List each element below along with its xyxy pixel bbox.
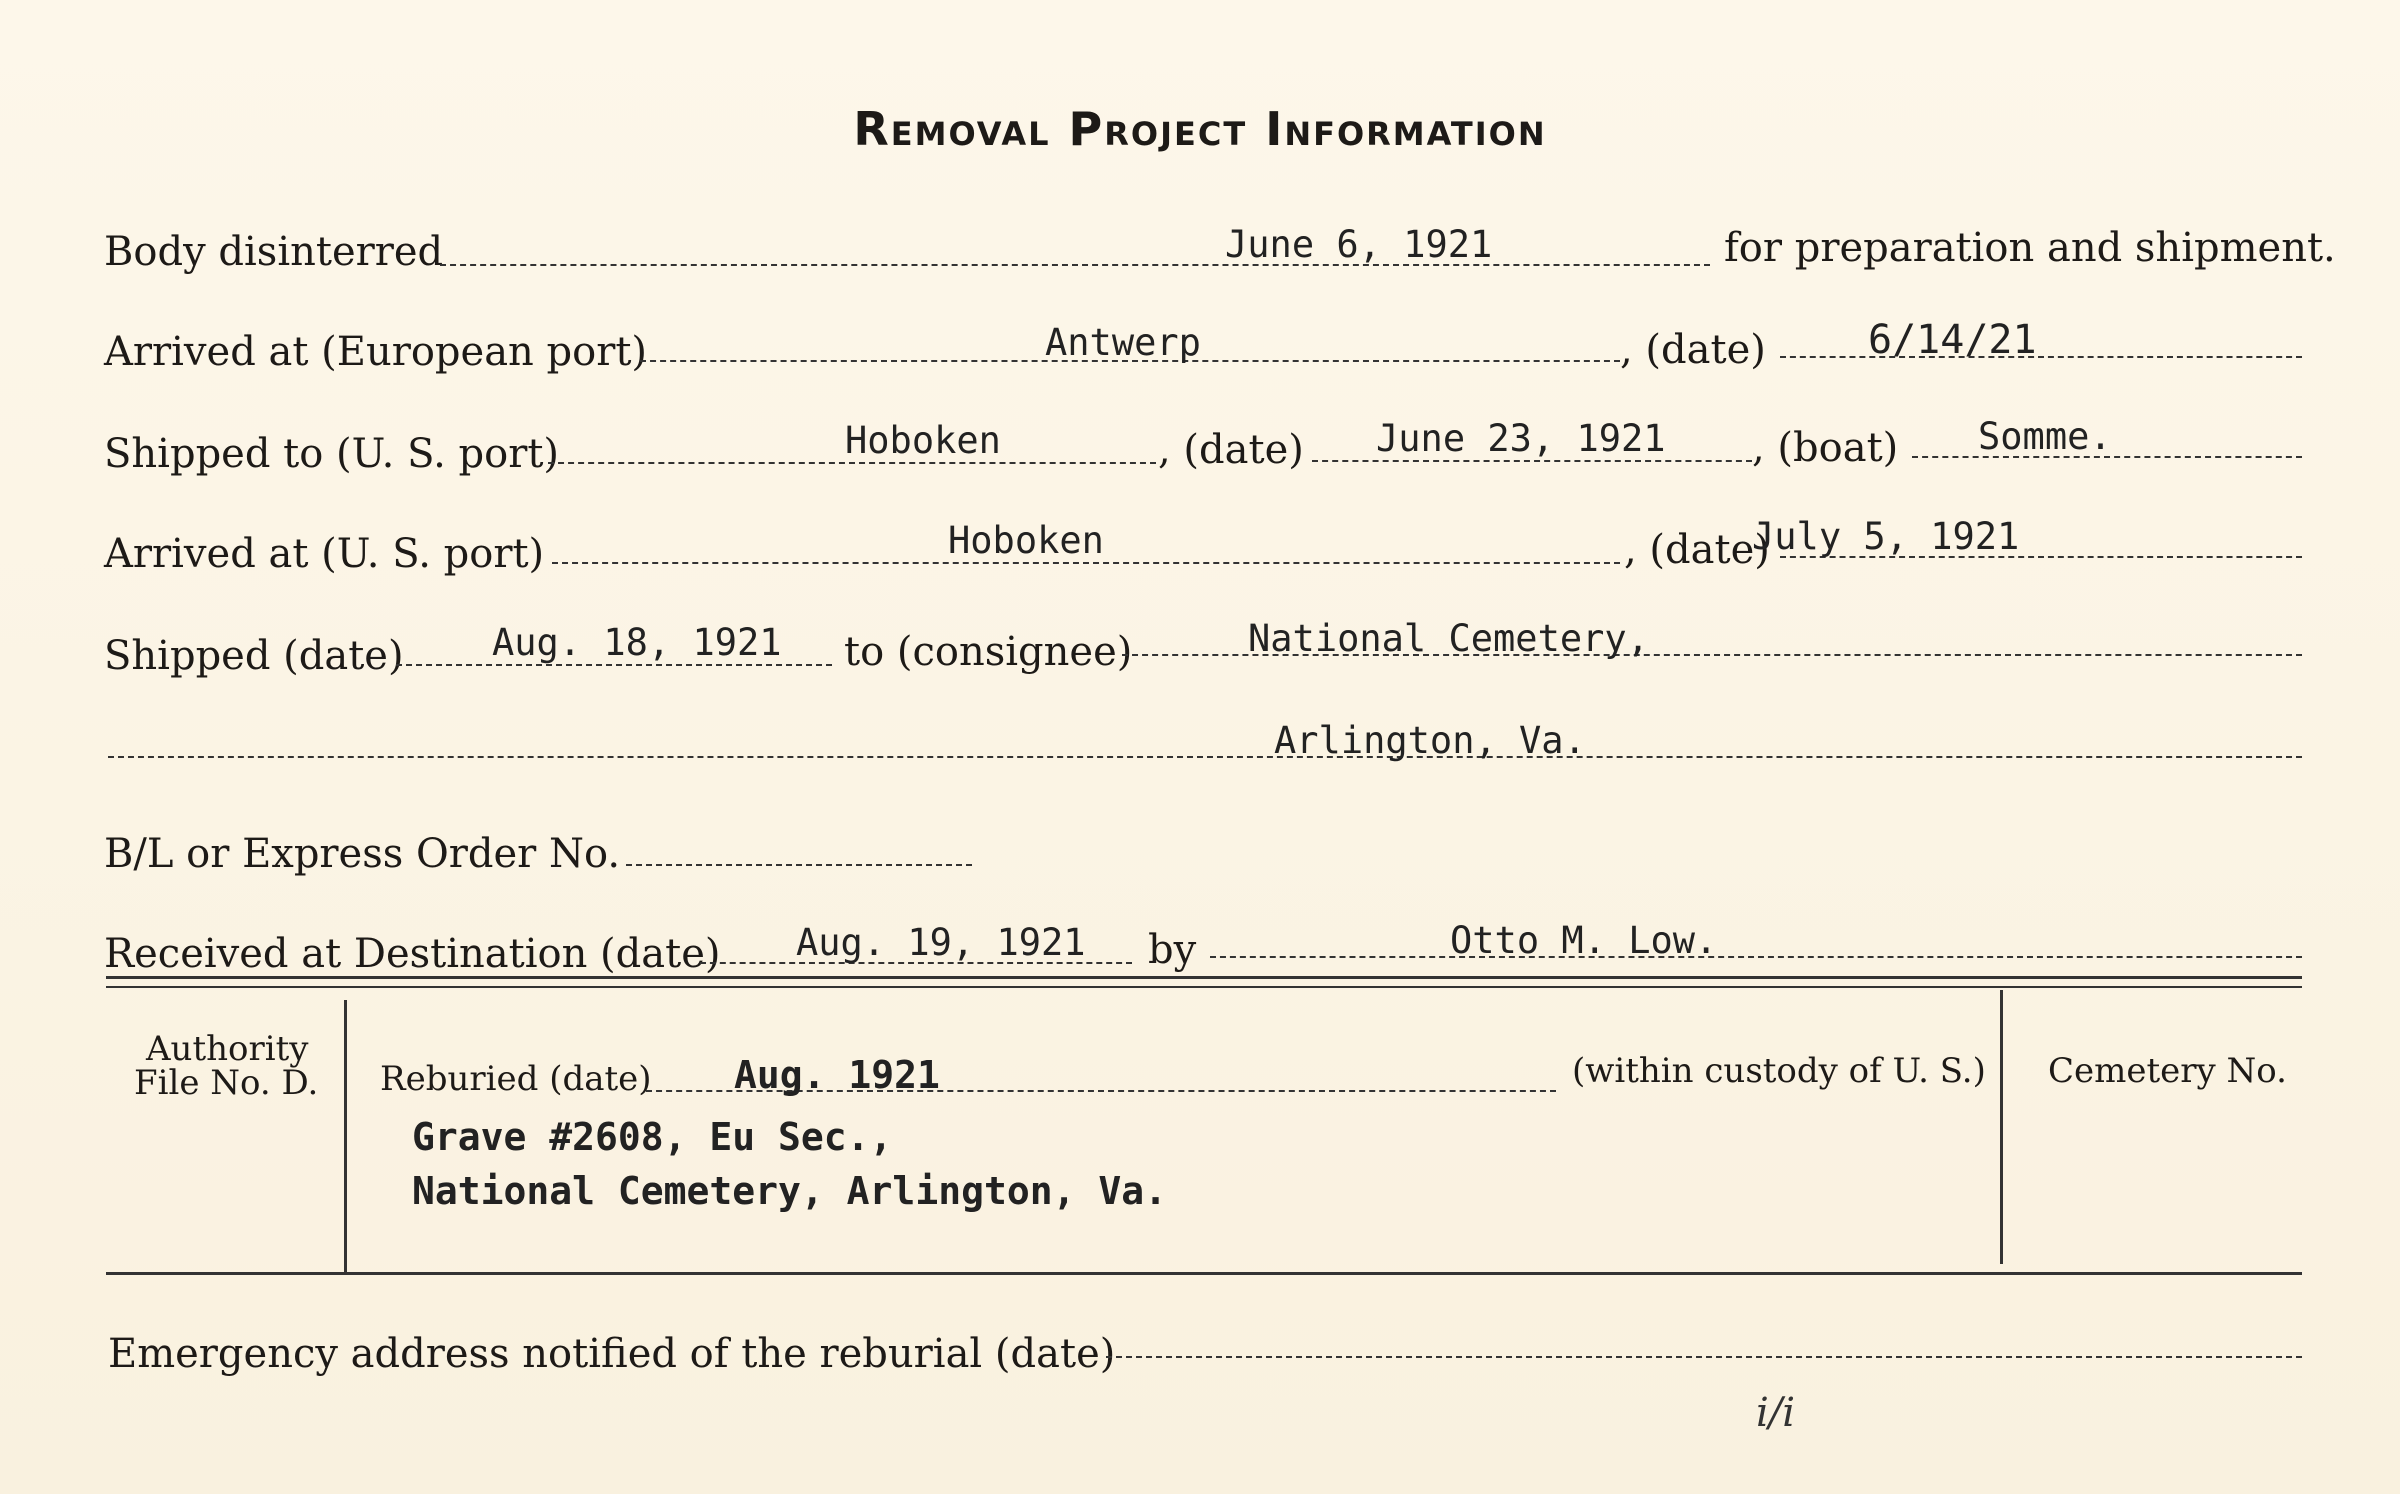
consignee-value: National Cemetery, [1248, 617, 1649, 660]
cemetery-label: Cemetery No. [2048, 1051, 2287, 1091]
received-label: Received at Destination (date) [104, 931, 721, 977]
shipped-us-label: Shipped to (U. S. port) [104, 431, 559, 477]
arrived-european-date-line [1780, 356, 2302, 358]
arrived-us-value: Hoboken [948, 519, 1104, 562]
shipped-label: Shipped (date) [104, 633, 404, 679]
custody-label: (within custody of U. S.) [1572, 1051, 1986, 1091]
handwritten-mark: i/i [1756, 1390, 1796, 1436]
shipped-us-line [548, 462, 1156, 464]
box-bottom-rule [106, 1272, 2302, 1275]
disinterred-suffix: for preparation and shipment. [1724, 225, 2336, 271]
arrived-us-line [552, 562, 1620, 564]
received-value: Aug. 19, 1921 [796, 921, 1086, 964]
received-by-line [1210, 956, 2302, 958]
card-title: Removal Project Information [853, 102, 1547, 156]
consignee-line2-value: Arlington, Va. [1274, 719, 1586, 762]
shipped-us-date-value: June 23, 1921 [1376, 417, 1666, 460]
box-divider-left [344, 1000, 347, 1274]
disinterred-label: Body disinterred [104, 229, 444, 275]
box-top-rule-2 [106, 986, 2302, 988]
reburied-value: Aug. 1921 [734, 1053, 940, 1097]
consignee-label: to (consignee) [844, 629, 1133, 675]
grave-line-1: Grave #2608, Eu Sec., [412, 1115, 893, 1159]
shipped-us-date-line [1312, 460, 1752, 462]
authority-label-2: File No. D. [134, 1063, 319, 1103]
box-top-rule [106, 976, 2302, 979]
disinterred-value: June 6, 1921 [1225, 223, 1493, 266]
shipped-us-value: Hoboken [845, 419, 1001, 462]
shipped-us-date-label: , (date) [1158, 427, 1304, 473]
arrived-us-label: Arrived at (U. S. port) [104, 531, 545, 577]
box-divider-right [2000, 990, 2003, 1264]
arrived-european-date-value: 6/14/21 [1868, 317, 2037, 363]
arrived-us-date-value: July 5, 1921 [1752, 515, 2020, 558]
arrived-european-label: Arrived at (European port) [104, 329, 648, 375]
authority-label-1: Authority [146, 1029, 309, 1069]
emergency-label: Emergency address notified of the reburial (date) [108, 1331, 1116, 1377]
shipped-us-boat-value: Somme. [1978, 415, 2112, 458]
consignee-line-2 [108, 756, 2302, 758]
grave-line-2: National Cemetery, Arlington, Va. [412, 1169, 1167, 1213]
arrived-european-value: Antwerp [1045, 321, 1201, 364]
bl-label: B/L or Express Order No. [104, 831, 621, 877]
arrived-us-date-label: , (date) [1624, 527, 1770, 573]
emergency-line [1106, 1356, 2302, 1358]
reburied-label: Reburied (date) [380, 1059, 652, 1099]
shipped-value: Aug. 18, 1921 [492, 621, 782, 664]
received-by-label: by [1148, 927, 1197, 973]
shipped-line [396, 664, 832, 666]
bl-line [626, 864, 972, 866]
received-by-value: Otto M. Low. [1450, 919, 1718, 962]
disinterred-line [440, 264, 1710, 266]
shipped-us-boat-label: , (boat) [1752, 425, 1899, 471]
arrived-european-date-label: , (date) [1620, 327, 1766, 373]
